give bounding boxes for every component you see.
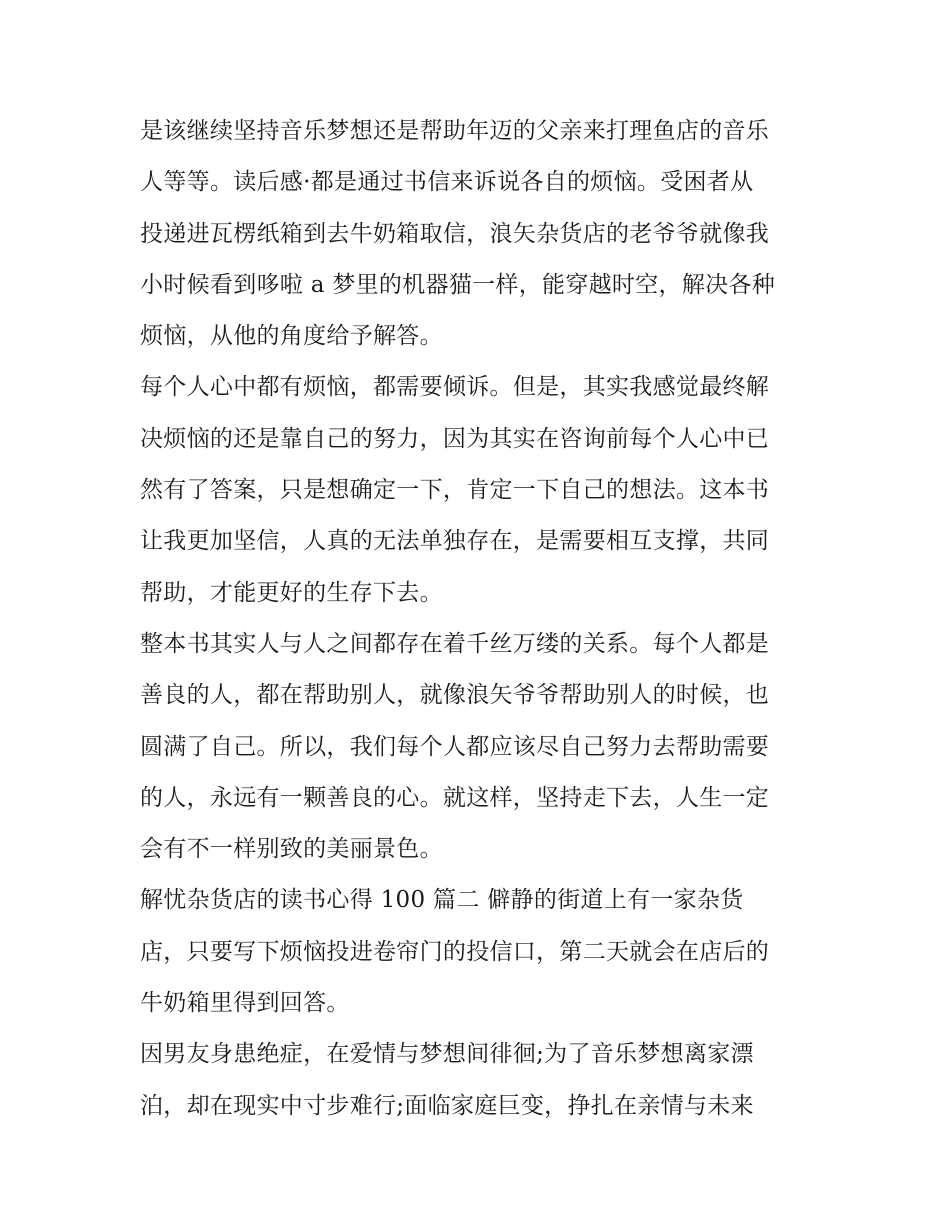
text-line-14: 的人，永远有一颗善良的心。就这样，坚持走下去，人生一定 bbox=[140, 784, 770, 811]
text-line-18: 牛奶箱里得到回答。 bbox=[140, 990, 350, 1017]
text-line-16: 解忧杂货店的读书心得 100 篇二 僻静的街道上有一家杂货 bbox=[140, 887, 744, 914]
body-text bbox=[140, 106, 820, 1132]
text-line-12: 善良的人，都在帮助别人，就像浪矢爷爷帮助别人的时候，也 bbox=[140, 682, 770, 709]
text-line-6: 每个人心中都有烦恼，都需要倾诉。但是，其实我感觉最终解 bbox=[140, 374, 770, 401]
text-line-5: 烦恼，从他的角度给予解答。 bbox=[140, 323, 443, 350]
text-line-1: 是该继续坚持音乐梦想还是帮助年迈的父亲来打理鱼店的音乐 bbox=[140, 118, 770, 144]
text-line-4: 小时候看到哆啦 a 梦里的机器猫一样，能穿越时空，解决各种 bbox=[140, 271, 776, 298]
text-line-3: 投递进瓦楞纸箱到去牛奶箱取信，浪矢杂货店的老爷爷就像我 bbox=[140, 220, 770, 247]
text-line-7: 决烦恼的还是靠自己的努力，因为其实在咨询前每个人心中已 bbox=[140, 425, 770, 452]
text-line-19: 因男友身患绝症，在爱情与梦想间徘徊;为了音乐梦想离家漂 bbox=[140, 1041, 754, 1068]
text-line-17: 店，只要写下烦恼投进卷帘门的投信口，第二天就会在店后的 bbox=[140, 938, 770, 965]
text-line-8: 然有了答案，只是想确定一下，肯定一下自己的想法。这本书 bbox=[140, 477, 770, 504]
text-line-9: 让我更加坚信，人真的无法单独存在，是需要相互支撑，共同 bbox=[140, 528, 770, 555]
text-line-11: 整本书其实人与人之间都存在着千丝万缕的关系。每个人都是 bbox=[140, 630, 770, 657]
text-line-20: 泊，却在现实中寸步难行;面临家庭巨变，挣扎在亲情与未来 bbox=[140, 1092, 754, 1119]
text-line-15: 会有不一样别致的美丽景色。 bbox=[140, 836, 443, 863]
text-line-10: 帮助，才能更好的生存下去。 bbox=[140, 579, 443, 606]
text-line-13: 圆满了自己。所以，我们每个人都应该尽自己努力去帮助需要 bbox=[140, 733, 770, 760]
text-line-2: 人等等。读后感·都是通过书信来诉说各自的烦恼。受困者从 bbox=[140, 169, 754, 196]
